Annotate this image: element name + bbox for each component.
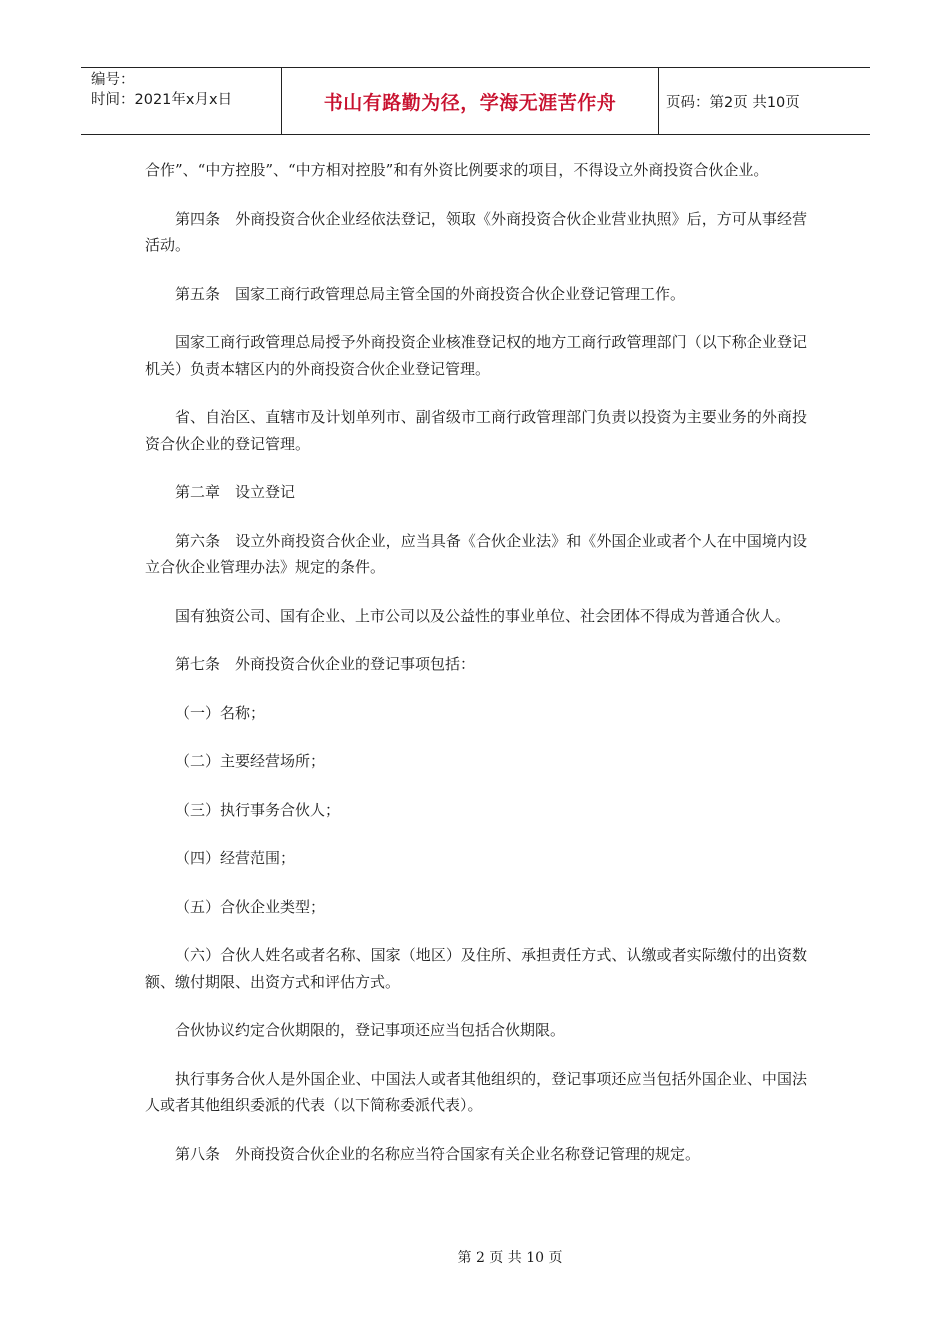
paragraph: 执行事务合伙人是外国企业、中国法人或者其他组织的，登记事项还应当包括外国企业、中国法人或者其他组织委派的代表（以下简称委派代表）。 — [145, 1069, 807, 1114]
list-item: （一）名称； — [175, 703, 266, 722]
chapter-heading: 第二章 设立登记 — [175, 483, 296, 501]
list-item: （五）合伙企业类型； — [175, 897, 326, 916]
page-header — [81, 67, 870, 135]
footer-page-number: 第 2 页 共 10 页 — [457, 1250, 563, 1266]
paragraph: 第八条 外商投资合伙企业的名称应当符合国家有关企业名称登记管理的规定。 — [175, 1144, 701, 1163]
document-time-label: 时间：2021年x月x日 — [91, 92, 233, 108]
list-item: （四）经营范围； — [175, 849, 296, 867]
header-motto: 书山有路勤为径，学海无涯苦作舟 — [323, 91, 617, 114]
list-item: （三）执行事务合伙人； — [175, 800, 341, 819]
paragraph: 合作”、“中方控股”、“中方相对控股”和有外资比例要求的项目，不得设立外商投资合伙企业。 — [145, 161, 769, 179]
document-number-label: 编号： — [91, 72, 135, 88]
header-meta — [81, 68, 281, 134]
page-footer — [0, 1247, 950, 1267]
paragraph: 合伙协议约定合伙期限的，登记事项还应当包括合伙期限。 — [175, 1021, 566, 1039]
paragraph: 国有独资公司、国有企业、上市公司以及公益性的事业单位、社会团体不得成为普通合伙人。 — [175, 606, 791, 625]
paragraph: 第五条 国家工商行政管理总局主管全国的外商投资合伙企业登记管理工作。 — [175, 284, 686, 303]
paragraph: 国家工商行政管理总局授予外商投资企业核准登记权的地方工商行政管理部门（以下称企业登记机关）负责本辖区内的外商投资合伙企业登记管理。 — [145, 333, 807, 378]
paragraph: 第六条 设立外商投资合伙企业，应当具备《合伙企业法》和《外国企业或者个人在中国境内设立合伙企业管理办法》规定的条件。 — [145, 531, 807, 576]
header-divider — [658, 68, 659, 134]
document-body — [145, 157, 807, 1189]
paragraph: 省、自治区、直辖市及计划单列市、副省级市工商行政管理部门负责以投资为主要业务的外商投资合伙企业的登记管理。 — [145, 408, 807, 453]
list-item: （二）主要经营场所； — [175, 752, 326, 770]
header-page-info: 页码：第2页 共10页 — [666, 94, 800, 111]
paragraph: 第四条 外商投资合伙企业经依法登记，领取《外商投资合伙企业营业执照》后，方可从事经营活动。 — [145, 209, 807, 254]
paragraph: 第七条 外商投资合伙企业的登记事项包括： — [175, 655, 476, 673]
list-item: （六）合伙人姓名或者名称、国家（地区）及住所、承担责任方式、认缴或者实际缴付的出资数额、缴付期限、出资方式和评估方式。 — [145, 946, 807, 991]
